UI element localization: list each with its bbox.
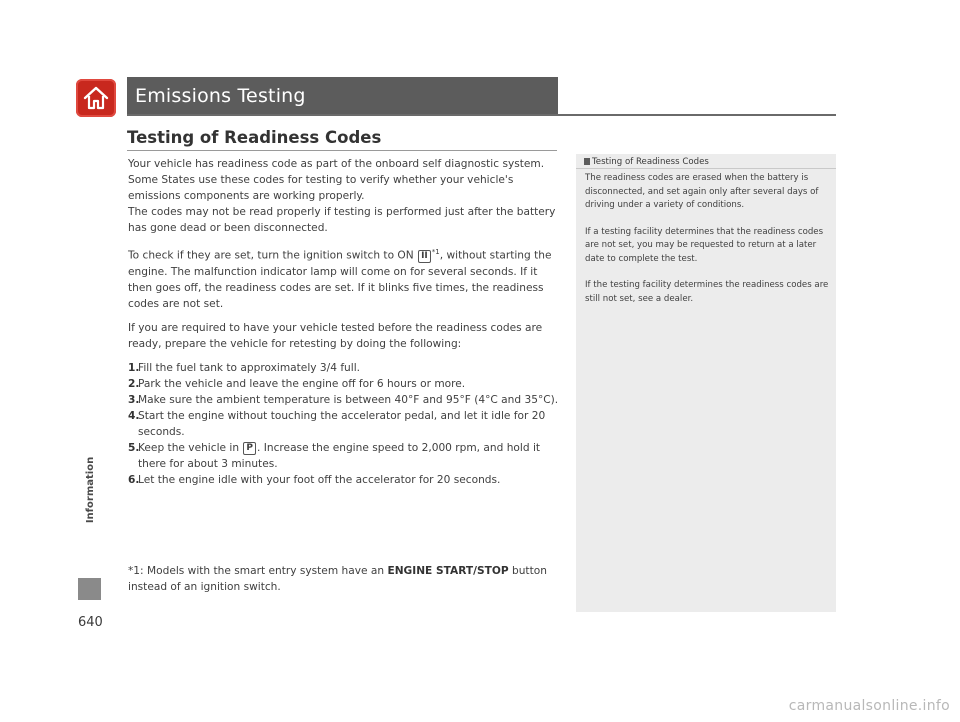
reference-marker-icon xyxy=(584,158,590,165)
step-item: 3. Make sure the ambient temperature is between 40°F and 95°F (4°C and 35°C). xyxy=(128,393,559,406)
side-tab-label[interactable]: Information xyxy=(84,456,96,524)
home-button[interactable] xyxy=(76,79,116,117)
body-paragraph-4: If you are required to have your vehicle tested before the readiness codes are ready, prepare the vehicle for retesting by doing the following: xyxy=(128,321,543,350)
sidebar-paragraph: If a testing facility determines that the readiness codes are not set, you may be requested to return at a later date to complete the test. xyxy=(585,226,824,264)
ignition-on-key-icon: II xyxy=(418,250,431,263)
park-key-icon: P xyxy=(243,442,256,455)
sidebar-paragraph: If the testing facility determines the readiness codes are still not set, see a dealer. xyxy=(585,280,829,304)
title-underline xyxy=(127,114,836,116)
side-tab-marker[interactable] xyxy=(78,578,101,600)
chapter-title-bar xyxy=(127,77,558,114)
heading-rule xyxy=(127,150,557,151)
body-paragraph-1: Your vehicle has readiness code as part of the onboard self diagnostic system. Some States use these codes for testing to verify whether your vehicle's emissions components are working properly. xyxy=(128,158,545,202)
body-paragraph-3: To check if they are set, turn the ignition switch to ON II $^{*1}$, without starting the engine. The malfunction indicator lamp will come on for several seconds. If it then goes off, the readiness codes are set. If it blinks five times, the readiness codes are not set. xyxy=(128,248,552,310)
sidebar-body xyxy=(585,172,831,319)
section-heading: Testing of Readiness Codes xyxy=(127,128,382,147)
sidebar-rule xyxy=(576,168,836,169)
step-item: 2. Park the vehicle and leave the engine off for 6 hours or more. xyxy=(128,377,466,390)
step-item: 4. Start the engine without touching the accelerator pedal, and let it idle for 20 seconds. xyxy=(128,409,546,438)
sidebar-paragraph: The readiness codes are erased when the battery is disconnected, and set again only after several days of driving under a variety of conditions. xyxy=(585,173,819,210)
home-icon xyxy=(82,84,110,112)
footnote-ref[interactable]: *1 xyxy=(431,248,440,256)
body-paragraph-2: The codes may not be read properly if testing is performed just after the battery has gone dead or been disconnected. xyxy=(128,206,556,234)
page-number: 640 xyxy=(78,615,103,630)
step-item: 1. Fill the fuel tank to approximately 3/4 full. xyxy=(128,361,361,374)
step-item: 6. Let the engine idle with your foot off the accelerator for 20 seconds. xyxy=(128,473,501,486)
step-item: 5. Keep the vehicle in P . Increase the engine speed to 2,000 rpm, and hold it there for about 3 minutes. xyxy=(128,441,541,470)
footnote: *1: Models with the smart entry system have an ENGINE START/STOP button instead of an ignition switch. xyxy=(128,565,547,593)
sidebar-title[interactable]: Testing of Readiness Codes xyxy=(584,157,709,167)
body-text xyxy=(128,156,560,488)
chapter-title: Emissions Testing xyxy=(135,85,306,107)
watermark: carmanualsonline.info xyxy=(788,698,950,714)
